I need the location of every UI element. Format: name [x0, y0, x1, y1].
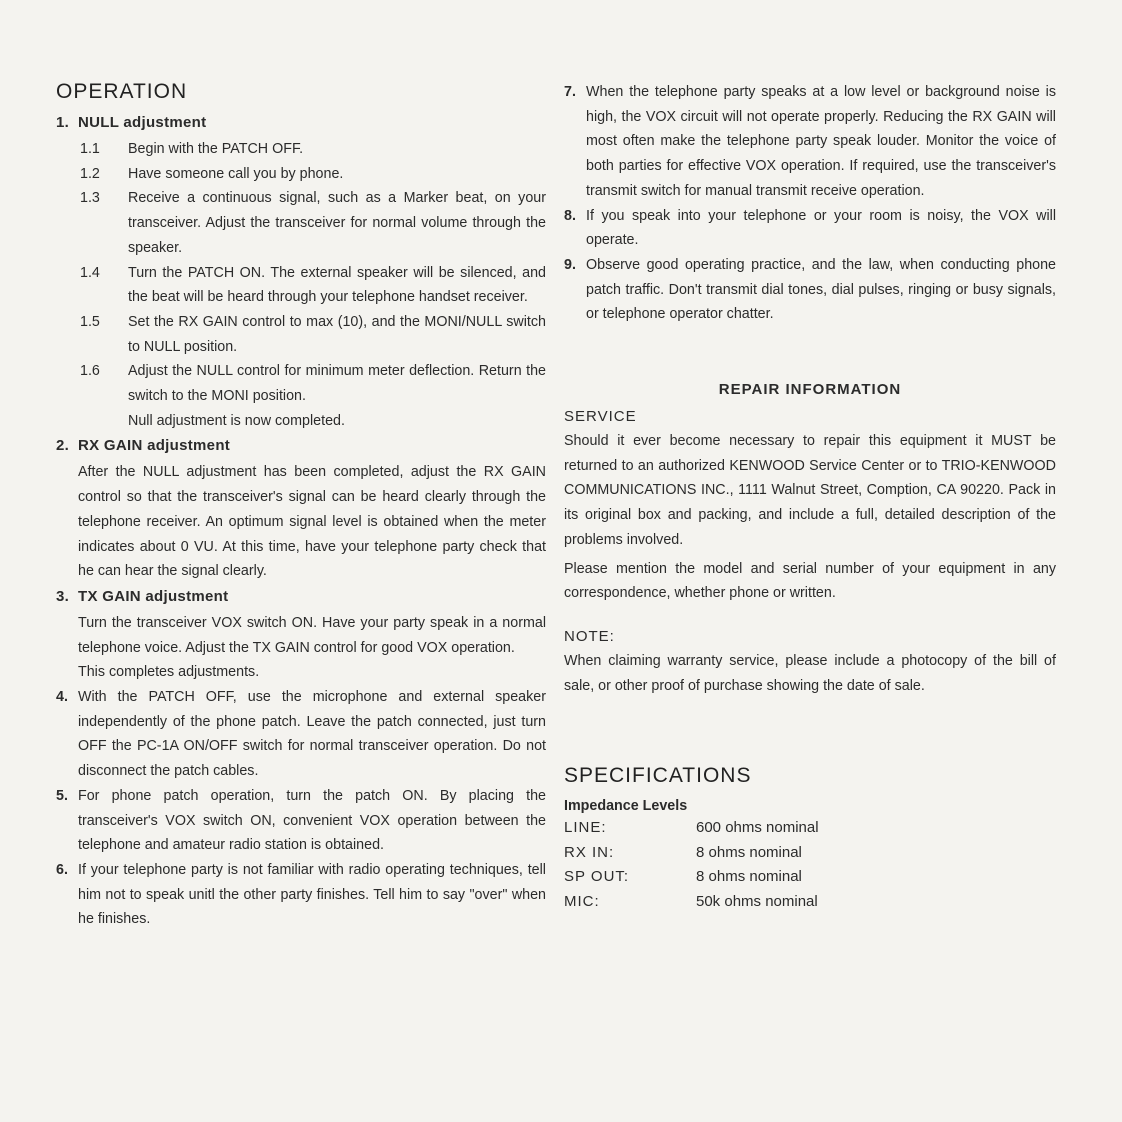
tx-gain-completes: This completes adjustments. — [78, 664, 260, 681]
spec-key: RX IN: — [564, 843, 615, 861]
item-text: If you speak into your telephone or your room is noisy, the VOX will operate. — [586, 207, 1056, 249]
impedance-levels-heading: Impedance Levels — [564, 798, 688, 815]
item-9 — [564, 253, 1056, 327]
item-text: When the telephone party speaks at a low level or background noise is high, the VOX circuit will not operate properly. Reducing the RX GAIN will most often make the telephone party speak louder. Monitor the voice of both parties for effective VOX operation. If required, use the transceiver's transmit switch for manual transmit receive operation. — [586, 84, 1056, 199]
spec-value: 8 ohms nominal — [696, 843, 802, 861]
section-title: NULL adjustment — [78, 114, 207, 131]
item-number: 8. — [564, 207, 576, 224]
step-1-6 — [80, 359, 546, 408]
item-7 — [564, 80, 1056, 204]
section-number: 1. — [56, 114, 70, 131]
step-text: Turn the PATCH ON. The external speaker will be silenced, and the beat will be heard through your telephone handset receiver. — [128, 264, 546, 306]
section-number: 2. — [56, 437, 70, 455]
service-label: SERVICE — [564, 408, 637, 426]
step-text: Receive a continuous signal, such as a Marker beat, on your transceiver. Adjust the transceiver for normal volume through the speaker. — [128, 190, 546, 256]
step-number: 1.1 — [80, 141, 100, 157]
step-number: 1.5 — [80, 313, 100, 330]
item-text: For phone patch operation, turn the patch ON. By placing the transceiver's VOX switch ON, convenient VOX operation between the telephone and amateur radio station is obtained. — [78, 787, 546, 854]
item-text: If your telephone party is not familiar with radio operating techniques, tell him not to speak unitl the other party finishes. Tell him to say "over" when he finishes. — [78, 861, 546, 928]
step-text: Begin with the PATCH OFF. — [128, 141, 304, 157]
tx-gain-heading — [56, 588, 546, 605]
spec-row-sp-out — [564, 865, 1056, 890]
step-1-1 — [80, 137, 546, 162]
rx-gain-text: After the NULL adjustment has been completed, adjust the RX GAIN control so that the transceiver's signal can be heard clearly through the telephone receiver. An optimum signal level is obtained when the meter indicates about 0 VU. At this time, have your telephone party check that he can hear the signal clearly. — [78, 464, 546, 580]
item-6 — [56, 858, 546, 932]
item-number: 6. — [56, 861, 68, 878]
mention-text: Please mention the model and serial number of your equipment in any correspondence, whether phone or written. — [564, 560, 1056, 602]
step-1-2 — [80, 162, 546, 187]
null-adjustment-heading — [56, 114, 546, 131]
tx-gain-text: Turn the transceiver VOX switch ON. Have your party speak in a normal telephone voice. Adjust the TX GAIN control for good VOX operation. — [78, 614, 546, 656]
rx-gain-heading — [56, 437, 546, 454]
spec-value: 50k ohms nominal — [696, 892, 818, 910]
step-number: 1.4 — [80, 264, 100, 281]
step-1-5 — [80, 310, 546, 359]
spec-value: 600 ohms nominal — [696, 819, 819, 837]
right-column — [564, 80, 1056, 914]
step-1-4 — [80, 261, 546, 310]
step-1-3 — [80, 186, 546, 260]
note-text: When claiming warranty service, please include a photocopy of the bill of sale, or other proof of purchase showing the date of sale. — [564, 652, 1056, 694]
operation-heading: OPERATION — [56, 80, 188, 103]
item-number: 9. — [564, 256, 576, 273]
step-number: 1.3 — [80, 190, 100, 207]
section-title: RX GAIN adjustment — [78, 437, 231, 455]
section-title: TX GAIN adjustment — [78, 587, 229, 605]
service-text: Should it ever become necessary to repair this equipment it MUST be returned to an authorized KENWOOD Service Center or to TRIO-KENWOOD COMMUNICATIONS INC., 1111 Walnut Street, Comption, CA 90220. Pack in its original box and packing, and include a full, detailed description of the problems involved. — [564, 433, 1056, 548]
item-number: 7. — [564, 84, 576, 100]
item-4 — [56, 685, 546, 784]
null-completed-text: Null adjustment is now completed. — [128, 412, 345, 429]
step-number: 1.2 — [80, 165, 100, 182]
section-number: 3. — [56, 587, 70, 605]
step-text: Have someone call you by phone. — [128, 165, 344, 182]
step-number: 1.6 — [80, 363, 100, 380]
specifications-heading: SPECIFICATIONS — [564, 764, 752, 788]
spec-value: 8 ohms nominal — [696, 868, 802, 886]
item-number: 5. — [56, 787, 68, 804]
item-5 — [56, 784, 546, 858]
step-text: Adjust the NULL control for minimum meter deflection. Return the switch to the MONI position. — [128, 363, 546, 405]
spec-key: SP OUT: — [564, 868, 630, 886]
repair-information-heading: REPAIR INFORMATION — [718, 381, 902, 399]
note-label: NOTE: — [564, 627, 615, 645]
item-text: With the PATCH OFF, use the microphone and external speaker independently of the phone patch. Leave the patch connected, just turn OFF the PC-1A ON/OFF switch for normal transceiver operation. Do not disconnect the patch cables. — [78, 689, 546, 780]
spec-key: LINE: — [564, 819, 607, 837]
item-8 — [564, 204, 1056, 253]
spec-row-mic — [564, 890, 1056, 915]
spec-row-rx-in — [564, 841, 1056, 866]
item-text: Observe good operating practice, and the law, when conducting phone patch traffic. Don't transmit dial tones, dial pulses, ringing or busy signals, or telephone operator chatter. — [586, 256, 1056, 323]
spec-key: MIC: — [564, 892, 600, 910]
left-column — [56, 80, 546, 932]
step-text: Set the RX GAIN control to max (10), and the MONI/NULL switch to NULL position. — [128, 313, 546, 355]
item-number: 4. — [56, 689, 68, 706]
spec-row-line — [564, 816, 1056, 841]
